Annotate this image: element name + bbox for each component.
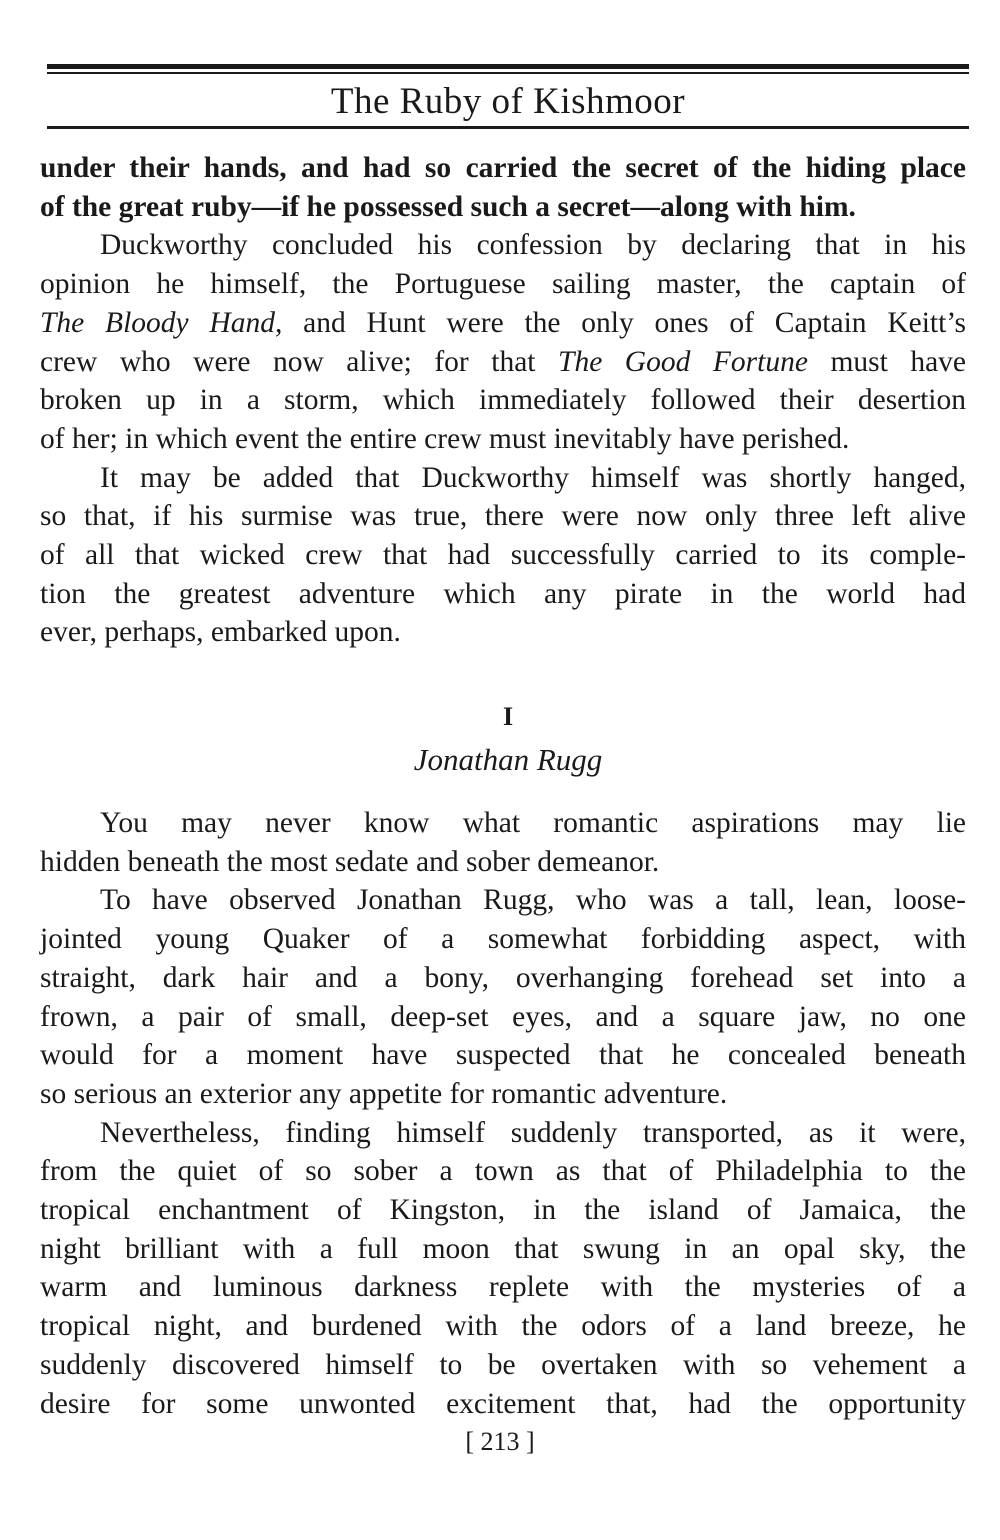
text-line: of all that wicked crew that had successfully carried to its comple- — [40, 539, 966, 572]
ship-name-good-fortune: The Good Fortune — [558, 345, 808, 378]
text-line: suddenly discovered himself to be overtaken with so vehement a — [40, 1348, 966, 1381]
text-fragment: must have — [830, 345, 967, 378]
text-line: tropical night, and burdened with the odors of a land breeze, he — [40, 1310, 966, 1343]
text-line: straight, dark hair and a bony, overhanging forehead set into a — [40, 961, 966, 994]
ship-name-bloody-hand: The Bloody Hand, — [40, 306, 283, 339]
top-text-block — [40, 149, 966, 652]
text-line: To have observed Jonathan Rugg, who was a tall, lean, loose- — [100, 884, 966, 917]
text-line: jointed young Quaker of a somewhat forbidding aspect, with — [40, 923, 966, 956]
text-line: ever, perhaps, embarked upon. — [40, 616, 401, 649]
text-fragment: crew who were now alive; for that — [40, 345, 536, 378]
header-rule-top-thin — [47, 72, 969, 74]
header-rule-bottom — [47, 126, 969, 129]
paragraph-duckworthy-confession — [40, 226, 966, 458]
paragraph-jonathan-description — [40, 881, 966, 1113]
text-line: so that, if his surmise was true, there were now only three left alive — [40, 500, 966, 533]
running-title: The Ruby of Kishmoor — [330, 81, 686, 122]
paragraph-continued — [40, 149, 966, 226]
header-rule-top — [47, 64, 969, 69]
paragraph-romantic-aspirations — [40, 804, 966, 881]
text-line: tion the greatest adventure which any pirate in the world had — [40, 577, 966, 610]
text-line: Duckworthy concluded his confession by declaring that in his — [100, 229, 966, 262]
text-line: under their hands, and had so carried the secret of the hiding place — [40, 152, 966, 184]
page-number: [ 213 ] — [465, 1427, 535, 1456]
text-line: It may be added that Duckworthy himself was shortly hanged, — [100, 461, 966, 494]
text-line: hidden beneath the most sedate and sober demeanor. — [40, 845, 660, 878]
text-line: Nevertheless, finding himself suddenly transported, as it were, — [100, 1116, 966, 1149]
section-number: I — [502, 702, 514, 731]
text-line: night brilliant with a full moon that swung in an opal sky, the — [40, 1232, 966, 1265]
paragraph-duckworthy-hanged — [40, 459, 966, 653]
text-line: opinion he himself, the Portuguese sailing master, the captain of — [40, 268, 966, 301]
text-line: You may never know what romantic aspirations may lie — [100, 807, 966, 839]
text-line: tropical enchantment of Kingston, in the island of Jamaica, the — [40, 1194, 966, 1227]
text-line: frown, a pair of small, deep-set eyes, and a square jaw, no one — [40, 1000, 966, 1033]
paragraph-kingston — [40, 1114, 966, 1424]
text-line: from the quiet of so sober a town as that of Philadelphia to the — [40, 1155, 966, 1188]
text-line: warm and luminous darkness replete with the mysteries of a — [40, 1271, 966, 1304]
text-line: would for a moment have suspected that he concealed beneath — [40, 1039, 966, 1072]
bottom-text-block — [40, 804, 966, 1423]
text-line: broken up in a storm, which immediately followed their desertion — [40, 384, 966, 417]
text-line-mixed — [40, 304, 966, 343]
text-line-mixed — [40, 343, 966, 382]
text-line: desire for some unwonted excitement that, had the opportunity — [40, 1387, 966, 1420]
text-line: so serious an exterior any appetite for romantic adventure. — [40, 1077, 728, 1110]
section-title: Jonathan Rugg — [413, 742, 603, 777]
text-line: of the great ruby—if he possessed such a secret—along with him. — [40, 190, 856, 223]
text-fragment: and Hunt were the only ones of Captain Keitt’s — [303, 306, 967, 339]
text-line: of her; in which event the entire crew must inevitably have perished. — [40, 422, 850, 455]
